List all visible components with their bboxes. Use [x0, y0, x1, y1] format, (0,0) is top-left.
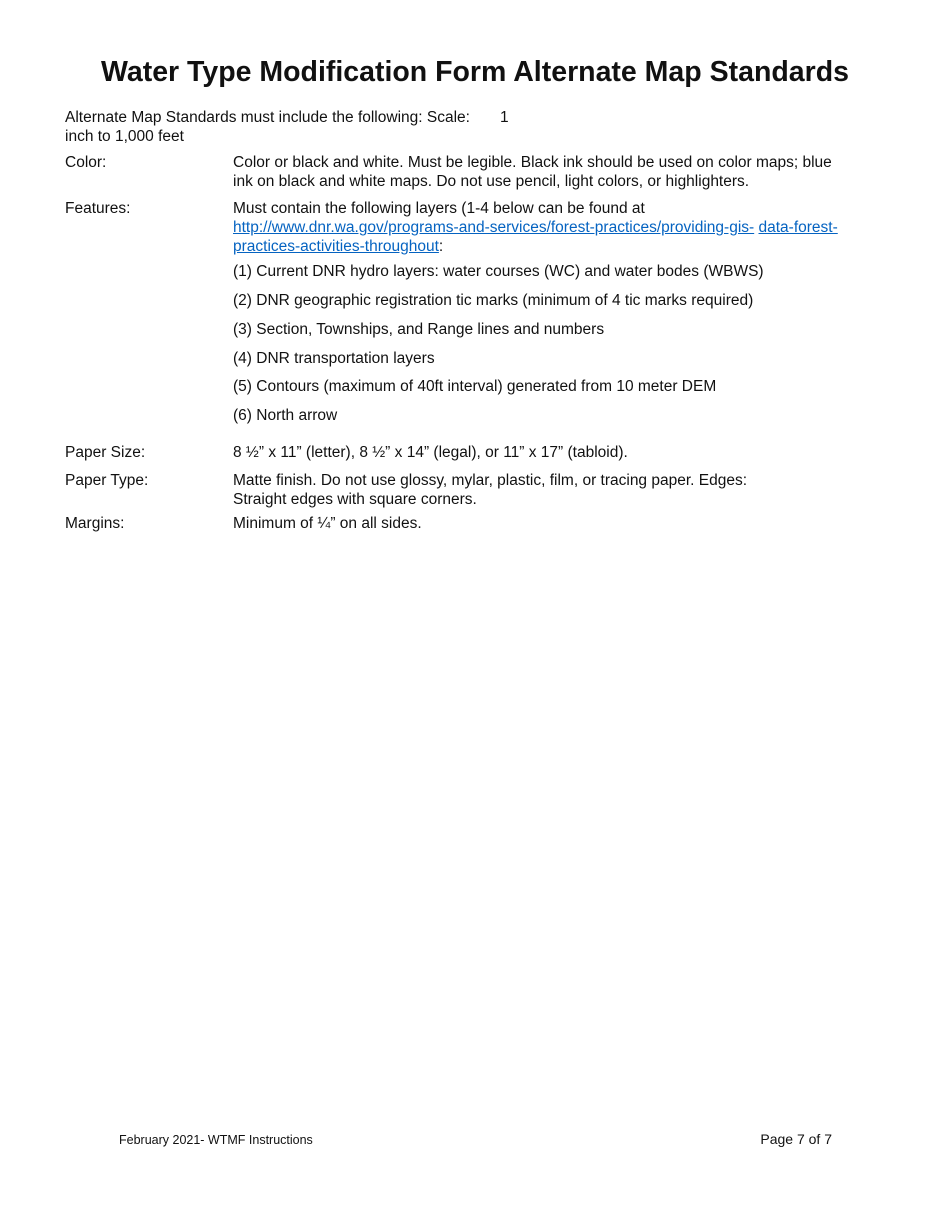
- dnr-link-part1[interactable]: http://www.dnr.wa.gov/programs-and-services/forest-practices/providing-gis-: [233, 219, 755, 236]
- margins-value: Minimum of ¼” on all sides.: [233, 515, 422, 532]
- margins-label: Margins:: [65, 515, 125, 532]
- color-value: Color or black and white. Must be legible. Black ink should be used on color maps; blue ink on black and white maps. Do not use pencil, light colors, or highlighters.: [233, 154, 832, 190]
- colon: :: [438, 238, 444, 255]
- feature-item-text: (4) DNR transportation layers: [233, 350, 435, 367]
- features-text: Must contain the following layers (1-4 below can be found at: [233, 200, 645, 217]
- feature-item-text: (1) Current DNR hydro layers: water courses (WC) and water bodes (WBWS): [233, 263, 764, 280]
- scale-unit: inch to 1,000 feet: [65, 128, 184, 145]
- feature-item-text: (6) North arrow: [233, 407, 338, 424]
- feature-item-text: (2) DNR geographic registration tic marks (minimum of 4 tic marks required): [233, 292, 754, 309]
- paper-type-label: Paper Type:: [65, 472, 149, 489]
- intro-sentence: Alternate Map Standards must include the following: Scale:: [65, 109, 470, 126]
- paper-size-value: 8 ½” x 11” (letter), 8 ½” x 14” (legal), or 11” x 17” (tabloid).: [233, 444, 628, 461]
- features-value: [233, 199, 853, 256]
- features-label: Features:: [65, 200, 131, 217]
- scale-number: 1: [499, 109, 509, 126]
- paper-type-value: Matte finish. Do not use glossy, mylar, plastic, film, or tracing paper. Edges: Straight edges with square corners.: [233, 472, 748, 508]
- feature-item-text: (5) Contours (maximum of 40ft interval) generated from 10 meter DEM: [233, 378, 717, 395]
- dnr-link-part2[interactable]: data-forest-practices-activities-throughout: [233, 219, 838, 255]
- paper-size-label: Paper Size:: [65, 444, 146, 461]
- intro-text: [65, 108, 509, 146]
- color-label: Color:: [65, 154, 107, 171]
- footer-left: February 2021- WTMF Instructions: [119, 1133, 313, 1147]
- feature-item-text: (3) Section, Townships, and Range lines and numbers: [233, 321, 605, 338]
- page-title: Water Type Modification Form Alternate Map Standards: [101, 56, 849, 88]
- page-number: Page 7 of 7: [760, 1131, 832, 1147]
